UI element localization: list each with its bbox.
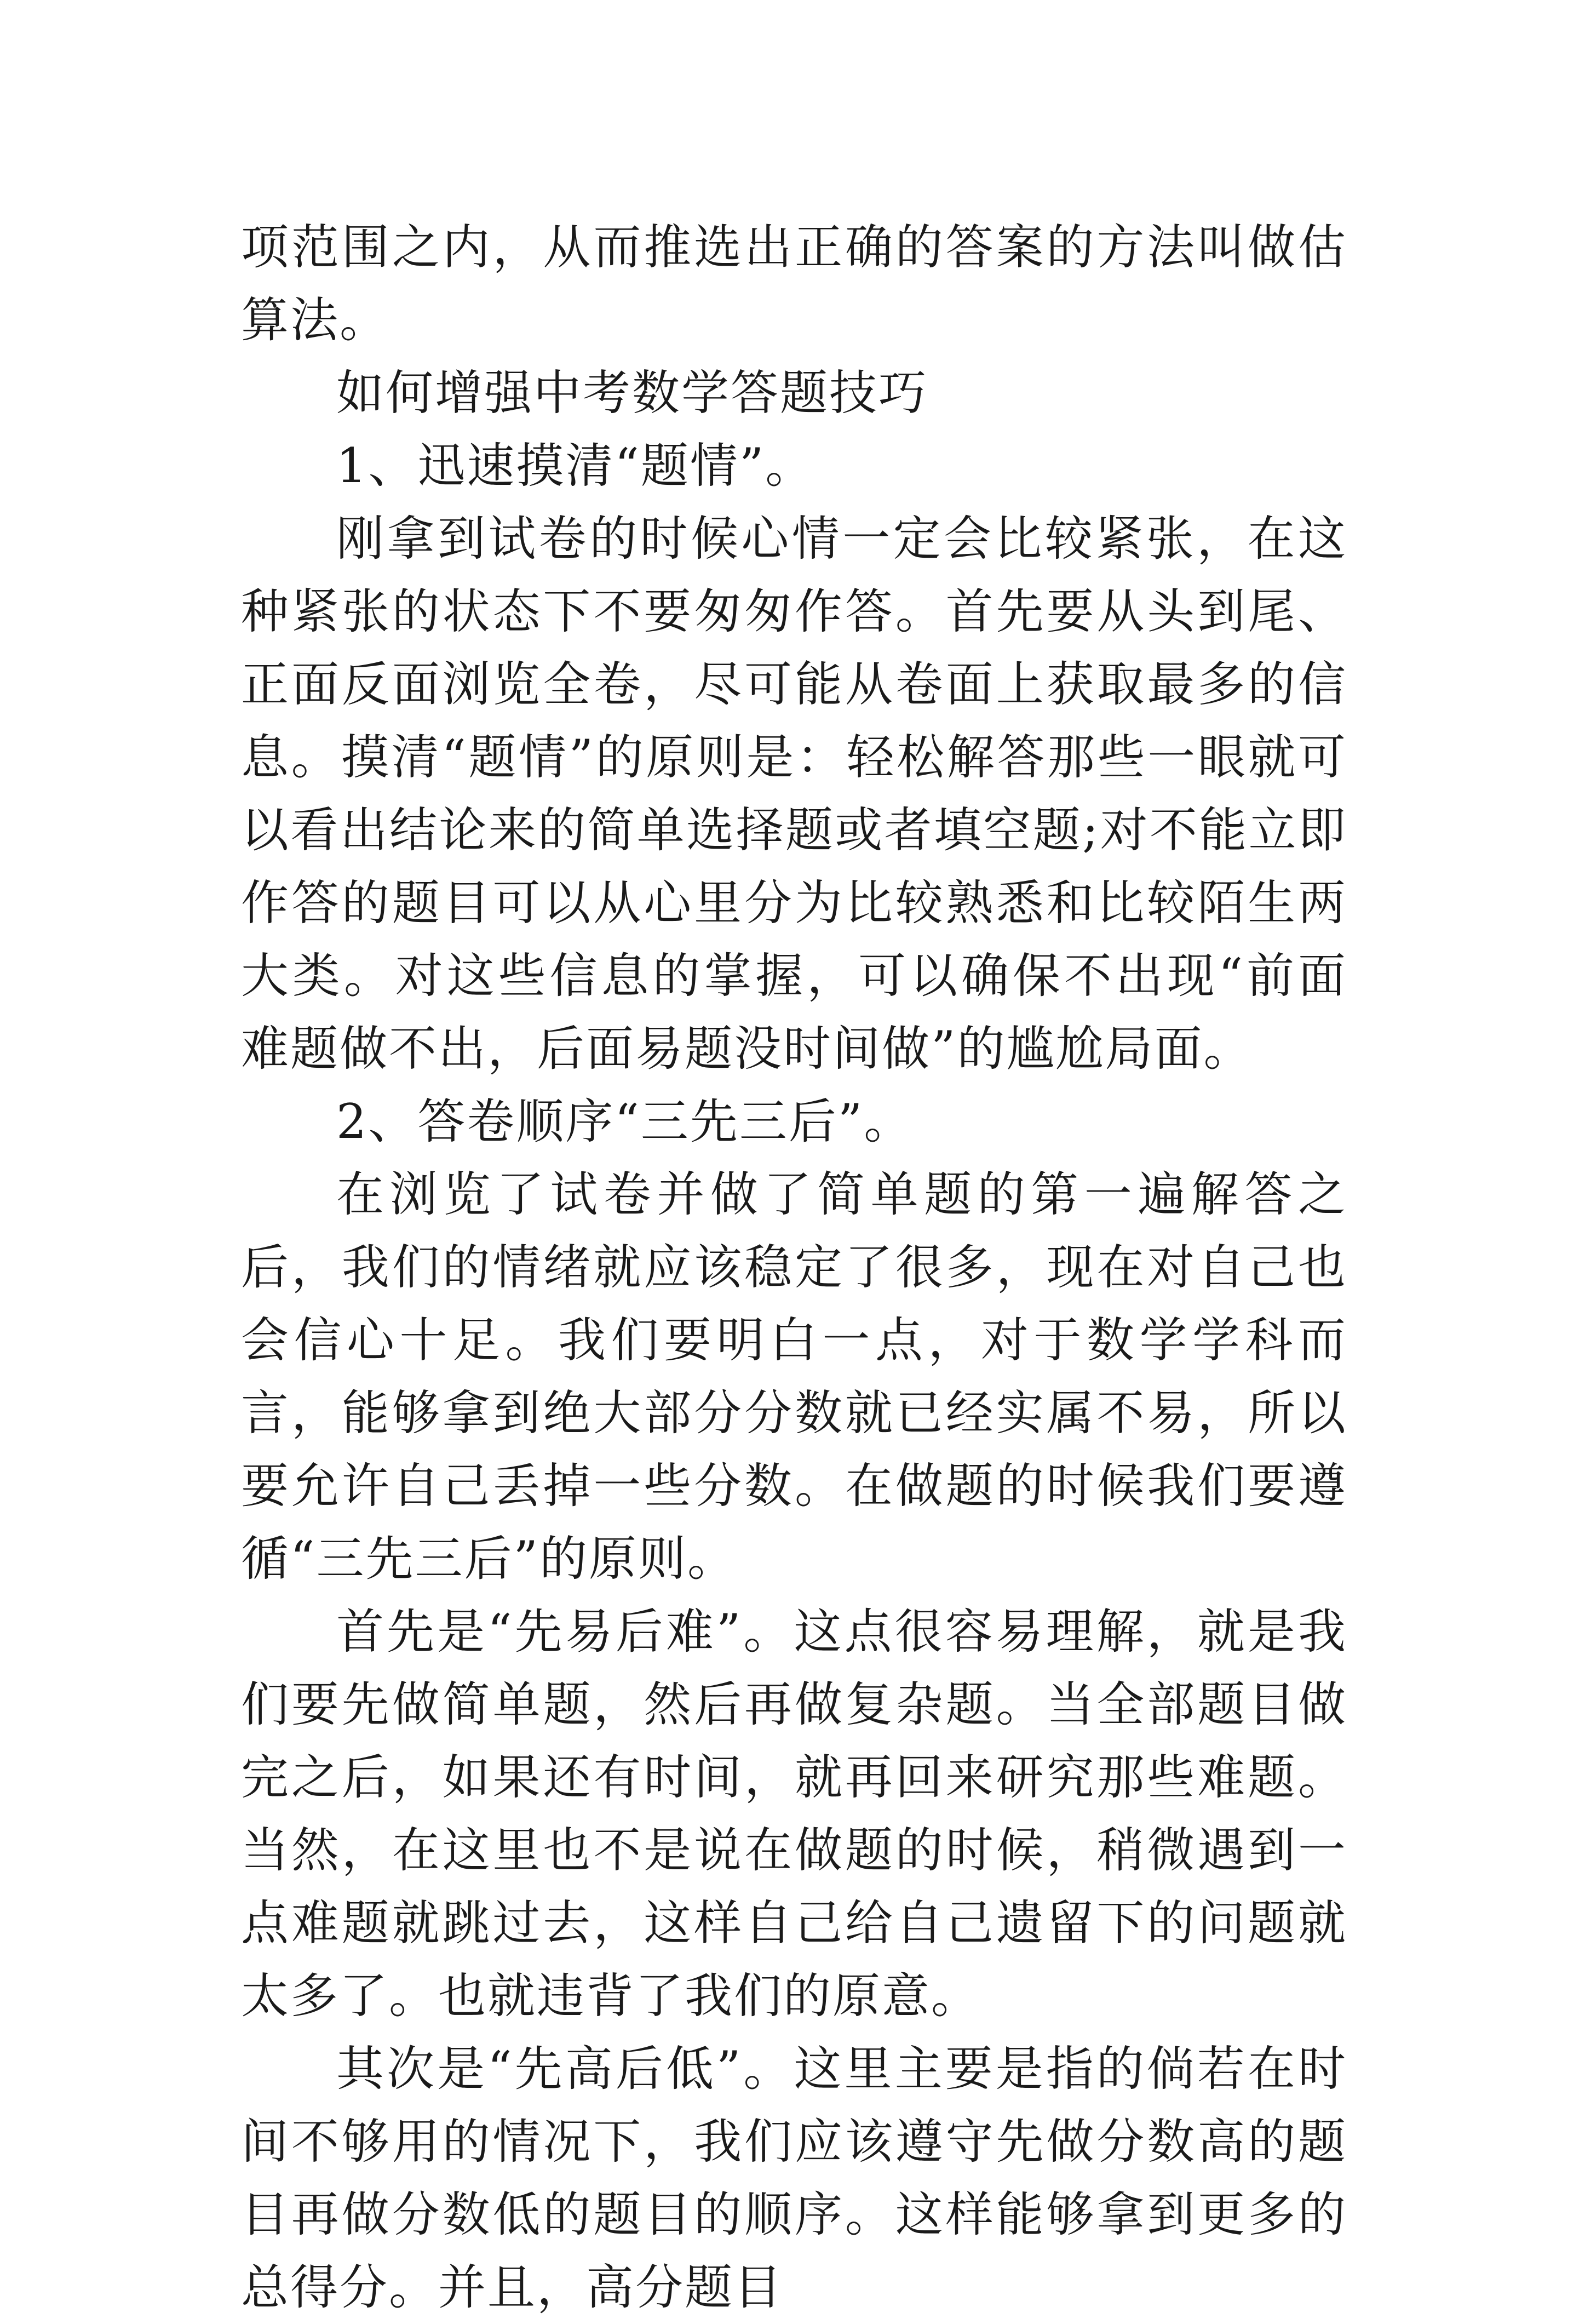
subsection-heading-2: 2、答卷顺序“三先三后”。 [336,1094,914,1149]
subsection-heading-1: 1、迅速摸清“题情”。 [336,438,815,494]
paragraph-4: 其次是“先高后低”。这里主要是指的倘若在时间不够用的情况下，我们应该遵守先做分数高的题目再做分数低的题目的顺序。这样能够拿到更多的总得分。并且，高分题目 [241,2041,1347,2315]
paragraph-2: 在浏览了试卷并做了简单题的第一遍解答之后，我们的情绪就应该稳定了很多，现在对自己也会信心十足。我们要明白一点，对于数学学科而言，能够拿到绝大部分分数就已经实属不易，所以要允许自己丢掉一些分数。在做题的时候我们要遵循“三先三后”的原则。 [241,1166,1347,1587]
paragraph-3: 首先是“先易后难”。这点很容易理解，就是我们要先做简单题，然后再做复杂题。当全部题目做完之后，如果还有时间，就再回来研究那些难题。当然，在这里也不是说在做题的时候，稍微遇到一点难题就跳过去，这样自己给自己遗留下的问题就太多了。也就违背了我们的原意。 [241,1604,1347,2024]
paragraph-continuation: 项范围之内，从而推选出正确的答案的方法叫做估算法。 [241,219,1347,348]
paragraph-1: 刚拿到试卷的时候心情一定会比较紧张，在这种紧张的状态下不要匆匆作答。首先要从头到尾、正面反面浏览全卷，尽可能从卷面上获取最多的信息。摸清“题情”的原则是：轻松解答那些一眼就可以看出结论来的简单选择题或者填空题;对不能立即作答的题目可以从心里分为比较熟悉和比较陌生两大类。对这些信息的掌握，可以确保不出现“前面难题做不出，后面易题没时间做”的尴尬局面。 [241,511,1347,1077]
section-heading: 如何增强中考数学答题技巧 [336,365,928,421]
document-body [241,211,1347,2324]
